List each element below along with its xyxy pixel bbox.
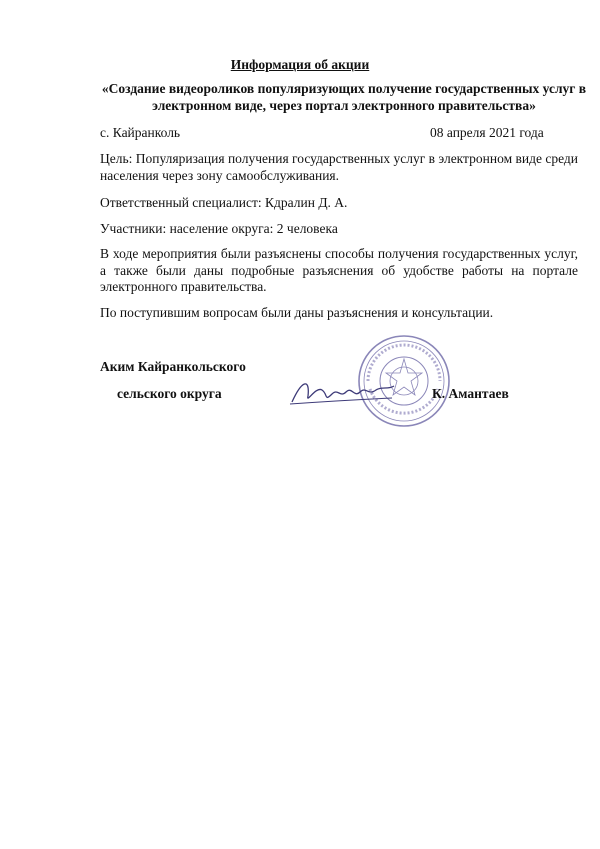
consultation-paragraph: По поступившим вопросам были даны разъяснения и консультации. bbox=[100, 305, 494, 320]
signatory-position-line2: сельского округа bbox=[117, 386, 222, 401]
date-text: 08 апреля 2021 года bbox=[430, 125, 544, 140]
place-text: с. Кайранколь bbox=[100, 125, 181, 140]
document-title: Информация об акции bbox=[230, 57, 370, 72]
event-description-paragraph: В ходе мероприятия были разъяснены способы получения государственных услуг, а также были даны подробные разъяснения об удобстве работы на портале электронного правительства. bbox=[100, 246, 578, 294]
signatory-position-line1: Аким Кайранкольского bbox=[100, 359, 246, 374]
handwritten-signature bbox=[288, 372, 398, 412]
goal-paragraph: Цель: Популяризация получения государственных услуг в электронном виде среди населения через зону самообслуживания. bbox=[100, 151, 578, 183]
participants-paragraph: Участники: население округа: 2 человека bbox=[100, 221, 338, 236]
document-subtitle: «Создание видеороликов популяризующих получение государственных услуг в электронном виде, через портал электронного правительства» bbox=[101, 81, 587, 113]
signer-name: К. Амантаев bbox=[432, 386, 509, 401]
responsible-paragraph: Ответственный специалист: Кдралин Д. А. bbox=[100, 195, 348, 210]
